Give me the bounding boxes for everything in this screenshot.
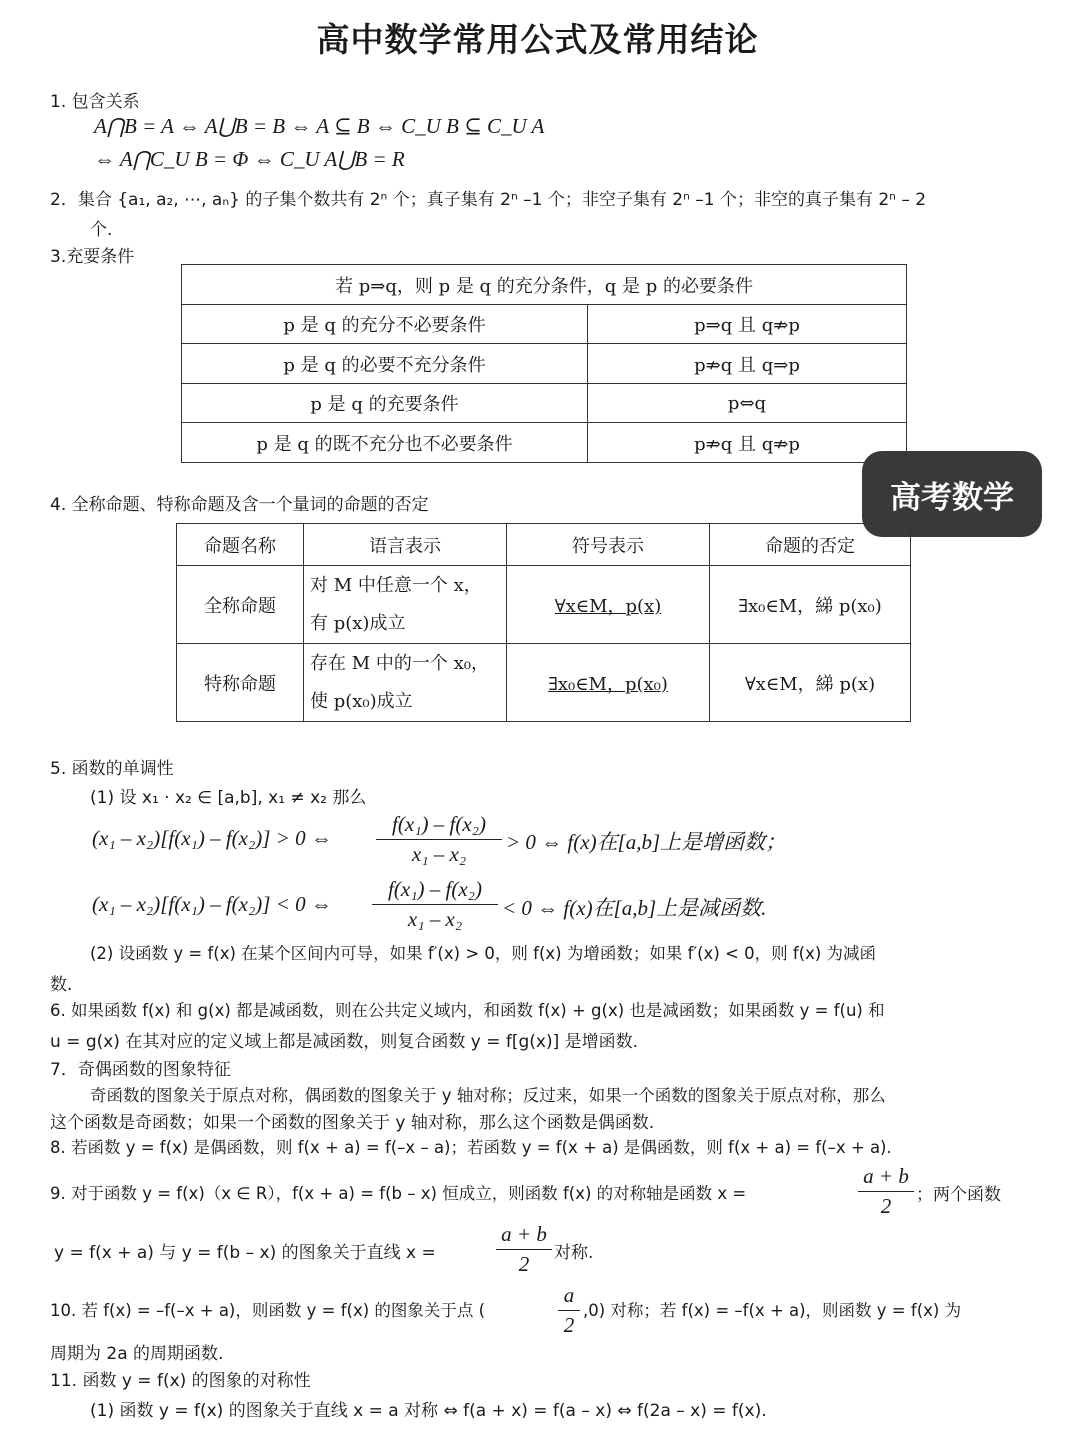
formula-inclusion-1: A⋂B = A ⇔ A⋃B = B ⇔ A ⊆ B ⇔ C_U B ⊆ C_U A xyxy=(94,114,545,138)
fraction-numerator: a xyxy=(563,1283,575,1307)
sufficiency-table xyxy=(181,264,907,463)
quantifier-name: 特称命题 xyxy=(177,644,304,722)
fraction-bar xyxy=(858,1191,914,1192)
monotonic-decrease-right: < 0 ⇔ f(x)在[a,b]上是减函数. xyxy=(502,896,767,920)
monotonic-increase-right: > 0 ⇔ f(x)在[a,b]上是增函数； xyxy=(506,830,787,854)
quantifier-negation: ∀x∈M，綈 p(x) xyxy=(710,644,911,722)
quantifier-symbol xyxy=(507,566,710,644)
derivative-criterion-cont: 数. xyxy=(50,975,73,995)
quantifier-table xyxy=(176,523,911,722)
sufficiency-row-right: p⇏q 且 q⇒p xyxy=(588,344,907,384)
sufficiency-row-right: p⇏q 且 q⇏p xyxy=(588,423,907,463)
section-10-fraction xyxy=(558,1283,580,1338)
quantifier-language xyxy=(304,566,507,644)
quantifier-language-line: 有 p(x)成立 xyxy=(310,612,406,634)
fraction-denominator: 2 xyxy=(880,1194,892,1218)
section-1-heading: 1. 包含关系 xyxy=(50,92,140,112)
monotonic-decrease-fraction xyxy=(372,877,498,932)
monotonic-increase-left: (x₁ – x₂)[f(x₁) – f(x₂)] > 0 ⇔ xyxy=(92,826,332,850)
sufficiency-row-left: p 是 q 的必要不充分条件 xyxy=(182,344,588,384)
section-9-text: 9. 对于函数 y = f(x)（x ∈ R），f(x + a) = f(b – x) 恒成立，则函数 f(x) 的对称轴是函数 x = xyxy=(50,1184,747,1203)
quantifier-col-header: 命题名称 xyxy=(177,524,304,566)
section-3-heading: 3.充要条件 xyxy=(50,247,135,267)
fraction-numerator: a + b xyxy=(501,1222,547,1246)
quantifier-symbol-text: ∀x∈M，p(x) xyxy=(554,595,662,617)
formula-inclusion-2: ⇔ A⋂C_U B = Φ ⇔ C_U A⋃B = R xyxy=(94,147,405,171)
section-6-text: 6. 如果函数 f(x) 和 g(x) 都是减函数，则在公共定义域内，和函数 f(x) + g(x) 也是减函数；如果函数 y = f(u) 和 xyxy=(50,1001,885,1020)
section-9-fraction-2 xyxy=(496,1222,552,1277)
brand-badge: 高考数学 xyxy=(862,451,1042,537)
section-2-text: 2．集合 {a₁, a₂, ⋯, aₙ} 的子集个数共有 2ⁿ 个；真子集有 2ⁿ –1 个；非空子集有 2ⁿ –1 个；非空的真子集有 2ⁿ – 2 xyxy=(50,190,927,210)
section-10-text-tail: ,0) 对称；若 f(x) = –f(x + a)，则函数 y = f(x) 为 xyxy=(583,1301,962,1320)
section-6-text-cont: u = g(x) 在其对应的定义域上都是减函数，则复合函数 y = f[g(x)] 是增函数. xyxy=(50,1032,639,1052)
quantifier-col-header: 符号表示 xyxy=(507,524,710,566)
fraction-numerator: a + b xyxy=(863,1164,909,1188)
fraction-bar xyxy=(376,839,502,840)
section-9-text-tail: ；两个函数 xyxy=(916,1185,1001,1205)
section-11-heading: 11. 函数 y = f(x) 的图象的对称性 xyxy=(50,1371,311,1391)
section-10-text-2: 周期为 2a 的周期函数. xyxy=(50,1344,224,1364)
fraction-bar xyxy=(496,1249,552,1250)
quantifier-col-header: 语言表示 xyxy=(304,524,507,566)
quantifier-negation: ∃x₀∈M，綈 p(x₀) xyxy=(710,566,911,644)
sufficiency-row-right: p⇒q 且 q⇏p xyxy=(588,305,907,344)
page-title: 高中数学常用公式及常用结论 xyxy=(316,20,759,59)
quantifier-col-header: 命题的否定 xyxy=(710,524,911,566)
fraction-bar xyxy=(558,1310,580,1311)
fraction-denominator: x₁ – x₂ xyxy=(411,842,467,866)
section-9-fraction xyxy=(858,1164,914,1219)
section-4-heading: 4. 全称命题、特称命题及含一个量词的命题的否定 xyxy=(50,495,429,515)
quantifier-language-line: 使 p(x₀)成立 xyxy=(310,690,413,712)
fraction-numerator: f(x₁) – f(x₂) xyxy=(388,877,482,901)
sufficiency-header: 若 p⇒q，则 p 是 q 的充分条件，q 是 p 的必要条件 xyxy=(182,265,907,305)
section-7-text: 奇函数的图象关于原点对称，偶函数的图象关于 y 轴对称；反过来，如果一个函数的图象关于原点对称，那么 xyxy=(90,1086,886,1105)
section-9-text-2: y = f(x + a) 与 y = f(b – x) 的图象关于直线 x = xyxy=(54,1243,436,1263)
quantifier-symbol-text: ∃x₀∈M，p(x₀) xyxy=(548,673,668,695)
section-9-text-2-tail: 对称. xyxy=(554,1243,594,1263)
fraction-denominator: 2 xyxy=(518,1252,530,1276)
sufficiency-row-left: p 是 q 的既不充分也不必要条件 xyxy=(182,423,588,463)
section-8-text: 8. 若函数 y = f(x) 是偶函数，则 f(x + a) = f(–x – a)；若函数 y = f(x + a) 是偶函数，则 f(x + a) = f(–x + a). xyxy=(50,1138,892,1157)
fraction-denominator: x₁ – x₂ xyxy=(407,907,463,931)
quantifier-language-line: 存在 M 中的一个 x₀， xyxy=(310,652,489,674)
section-7-heading: 7．奇偶函数的图象特征 xyxy=(50,1060,231,1080)
fraction-denominator: 2 xyxy=(563,1313,575,1337)
quantifier-name: 全称命题 xyxy=(177,566,304,644)
monotonic-increase-fraction xyxy=(376,812,502,867)
section-10-text: 10. 若 f(x) = –f(–x + a)，则函数 y = f(x) 的图象关于点 ( xyxy=(50,1301,486,1320)
quantifier-language xyxy=(304,644,507,722)
sufficiency-row-right: p⇔q xyxy=(588,384,907,423)
section-11-text: (1) 函数 y = f(x) 的图象关于直线 x = a 对称 ⇔ f(a + x) = f(a – x) ⇔ f(2a – x) = f(x). xyxy=(90,1401,767,1421)
derivative-criterion: (2) 设函数 y = f(x) 在某个区间内可导，如果 f′(x) > 0，则 f(x) 为增函数；如果 f′(x) < 0，则 f(x) 为减函 xyxy=(90,944,877,963)
section-2-text-cont: 个. xyxy=(90,220,113,240)
quantifier-language-line: 对 M 中任意一个 x， xyxy=(310,574,482,596)
fraction-bar xyxy=(372,904,498,905)
fraction-numerator: f(x₁) – f(x₂) xyxy=(392,812,486,836)
section-7-text-cont: 这个函数是奇函数；如果一个函数的图象关于 y 轴对称，那么这个函数是偶函数. xyxy=(50,1113,655,1133)
sufficiency-row-left: p 是 q 的充分不必要条件 xyxy=(182,305,588,344)
section-5-heading: 5. 函数的单调性 xyxy=(50,759,174,779)
monotonic-premise: (1) 设 x₁ · x₂ ∈ [a,b], x₁ ≠ x₂ 那么 xyxy=(90,788,367,808)
monotonic-decrease-left: (x₁ – x₂)[f(x₁) – f(x₂)] < 0 ⇔ xyxy=(92,892,332,916)
quantifier-symbol xyxy=(507,644,710,722)
sufficiency-row-left: p 是 q 的充要条件 xyxy=(182,384,588,423)
